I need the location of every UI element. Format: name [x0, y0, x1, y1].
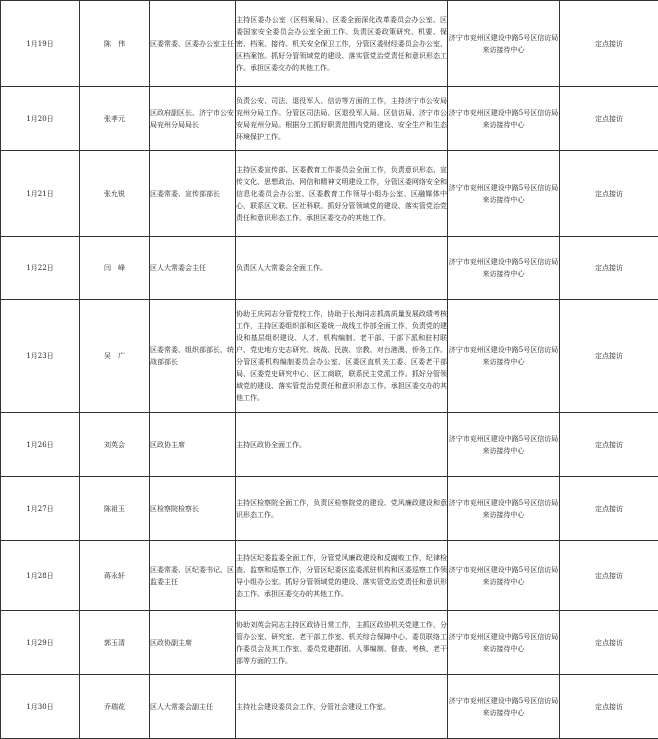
reception-place-cell: 济宁市兖州区建设中路5号区信访局来访接待中心: [448, 87, 560, 151]
reception-method-cell: 定点接访: [560, 477, 658, 541]
official-name-cell: [80, 87, 150, 151]
reception-place-cell: 济宁市兖州区建设中路5号区信访局来访接待中心: [448, 237, 560, 300]
position-cell: 区政协副主席: [150, 611, 236, 675]
official-name-cell: [80, 477, 150, 541]
date-cell: 1月27日: [1, 477, 80, 541]
table-row: [1, 151, 658, 237]
reception-method-cell: 定点接访: [560, 413, 658, 477]
position-cell: 区委常委、区纪委书记、区监委主任: [150, 541, 236, 611]
date-cell: 1月19日: [1, 1, 80, 87]
duty-cell: 主持区委宣传部、区委教育工作委员会全面工作，负责意识形态、宣传文化、思想政治、网信和精神文明建设工作，分管区委网络安全和信息化委员会办公室、区委教育工作领导小组办公室、区融媒体中心，联系区文联、区社科联。抓好分管领域党的建设、落实管党治党责任和意识形态工作。承担区委交办的其他工作。: [236, 151, 448, 237]
official-name: 闫 峰: [104, 264, 125, 272]
date-cell: 1月28日: [1, 541, 80, 611]
reception-method-cell: 定点接访: [560, 87, 658, 151]
reception-method-cell: 定点接访: [560, 300, 658, 413]
official-name-cell: [80, 675, 150, 739]
reception-place-cell: 济宁市兖州区建设中路5号区信访局来访接待中心: [448, 1, 560, 87]
reception-method-cell: 定点接访: [560, 675, 658, 739]
official-name: 陈 伟: [104, 40, 125, 48]
official-name: 张孝元: [104, 115, 125, 123]
official-name: 吴 广: [104, 352, 125, 360]
table-row: [1, 1, 658, 87]
reception-place-cell: 济宁市兖州区建设中路5号区信访局来访接待中心: [448, 477, 560, 541]
position-cell: 区政协主席: [150, 413, 236, 477]
date-cell: 1月26日: [1, 413, 80, 477]
official-name-cell: [80, 151, 150, 237]
position-cell: 区政府副区长、济宁市公安局兖州分局局长: [150, 87, 236, 151]
date-cell: 1月21日: [1, 151, 80, 237]
reception-place-cell: 济宁市兖州区建设中路5号区信访局来访接待中心: [448, 413, 560, 477]
reception-method-cell: 定点接访: [560, 237, 658, 300]
reception-place-cell: 济宁市兖州区建设中路5号区信访局来访接待中心: [448, 300, 560, 413]
position-cell: 区委常委、宣传部部长: [150, 151, 236, 237]
duty-cell: 协助刘英会同志主持区政协日常工作，主抓区政协机关党建工作，分管办公室、研究室、老干部工作室、机关综合保障中心、委员联络工作委员会及其工作室、委员党建群团、人事编制、督查、考核、老干部等方面的工作。: [236, 611, 448, 675]
date-cell: 1月20日: [1, 87, 80, 151]
official-name: 刘英会: [104, 441, 125, 449]
official-name: 陈祖玉: [104, 505, 125, 513]
reception-place-cell: 济宁市兖州区建设中路5号区信访局来访接待中心: [448, 541, 560, 611]
official-name-cell: [80, 413, 150, 477]
official-name: 乔瑞花: [104, 703, 125, 711]
schedule-body: [1, 1, 658, 739]
duty-cell: 主持区检察院全面工作，负责区检察院党的建设、党风廉政建设和意识形态工作。: [236, 477, 448, 541]
official-name-cell: [80, 1, 150, 87]
date-cell: 1月23日: [1, 300, 80, 413]
duty-cell: 主持区政协全面工作。: [236, 413, 448, 477]
official-name: 郭玉清: [104, 639, 125, 647]
table-row: [1, 541, 658, 611]
reception-method-cell: 定点接访: [560, 541, 658, 611]
reception-method-cell: 定点接访: [560, 151, 658, 237]
date-cell: 1月30日: [1, 675, 80, 739]
table-row: [1, 300, 658, 413]
date-cell: 1月22日: [1, 237, 80, 300]
duty-cell: 主持社会建设委员会工作，分管社会建设工作室。: [236, 675, 448, 739]
table-row: [1, 675, 658, 739]
reception-method-cell: 定点接访: [560, 611, 658, 675]
position-cell: 区人大常委会主任: [150, 237, 236, 300]
duty-cell: 协助王庆同志分管党校工作，协助于长海同志抓高质量发展政绩考核工作，主持区委组织部和区委统一战线工作部全面工作，负责党的建设和基层组织建设、人才、机构编制、老干部、干部下派和驻村联户、党史地方史志研究、统战、民族、宗教、对台港澳、侨务工作。分管区委机构编制委员会办公室、区委区直机关工委、区委老干部局、区委党史研究中心、区工商联，联系民主党派工作。抓好分管领域党的建设、落实管党治党责任和意识形态工作。承担区委交办的其他工作。: [236, 300, 448, 413]
table-row: [1, 413, 658, 477]
duty-cell: 主持区委办公室（区档案局）、区委全面深化改革委员会办公室、区委国家安全委员会办公室全面工作。负责区委政策研究、机要、保密、档案、接待、机关安全保卫工作，分管区委财经委员会办公室、区档案馆。抓好分管领域党的建设、落实管党治党责任和意识形态工作。承担区委交办的其他工作。: [236, 1, 448, 87]
reception-place-cell: 济宁市兖州区建设中路5号区信访局来访接待中心: [448, 151, 560, 237]
official-name: 张允锐: [104, 190, 125, 198]
official-name-cell: [80, 611, 150, 675]
table-row: [1, 87, 658, 151]
date-cell: 1月29日: [1, 611, 80, 675]
table-row: [1, 237, 658, 300]
reception-place-cell: 济宁市兖州区建设中路5号区信访局来访接待中心: [448, 675, 560, 739]
position-cell: 区委常委、组织部部长、统战部部长: [150, 300, 236, 413]
position-cell: 区委常委、区委办公室主任: [150, 1, 236, 87]
reception-method-cell: 定点接访: [560, 1, 658, 87]
official-name-cell: [80, 237, 150, 300]
official-name: 蒋永轩: [104, 572, 125, 580]
position-cell: 区检察院检察长: [150, 477, 236, 541]
duty-cell: 负责区人大常委会全面工作。: [236, 237, 448, 300]
official-name-cell: [80, 541, 150, 611]
table-row: [1, 611, 658, 675]
table-row: [1, 477, 658, 541]
position-cell: 区人大常委会副主任: [150, 675, 236, 739]
official-name-cell: [80, 300, 150, 413]
duty-cell: 主持区纪委监委全面工作，分管党风廉政建设和反腐败工作，纪律检查、监察和巡察工作，分管区纪委区监委派驻机构和区委巡察工作领导小组办公室。抓好分管领域党的建设、落实管党治党责任和意识形态工作。承担区委交办的其他工作。: [236, 541, 448, 611]
reception-place-cell: 济宁市兖州区建设中路5号区信访局来访接待中心: [448, 611, 560, 675]
duty-cell: 负责公安、司法、退役军人、信访等方面的工作，主持济宁市公安局兖州分局工作。分管区司法局、区退役军人局、区信访局、济宁市公安局兖州分局。根据分工抓好职责范围内党的建设、安全生产和生态环境保护工作。: [236, 87, 448, 151]
